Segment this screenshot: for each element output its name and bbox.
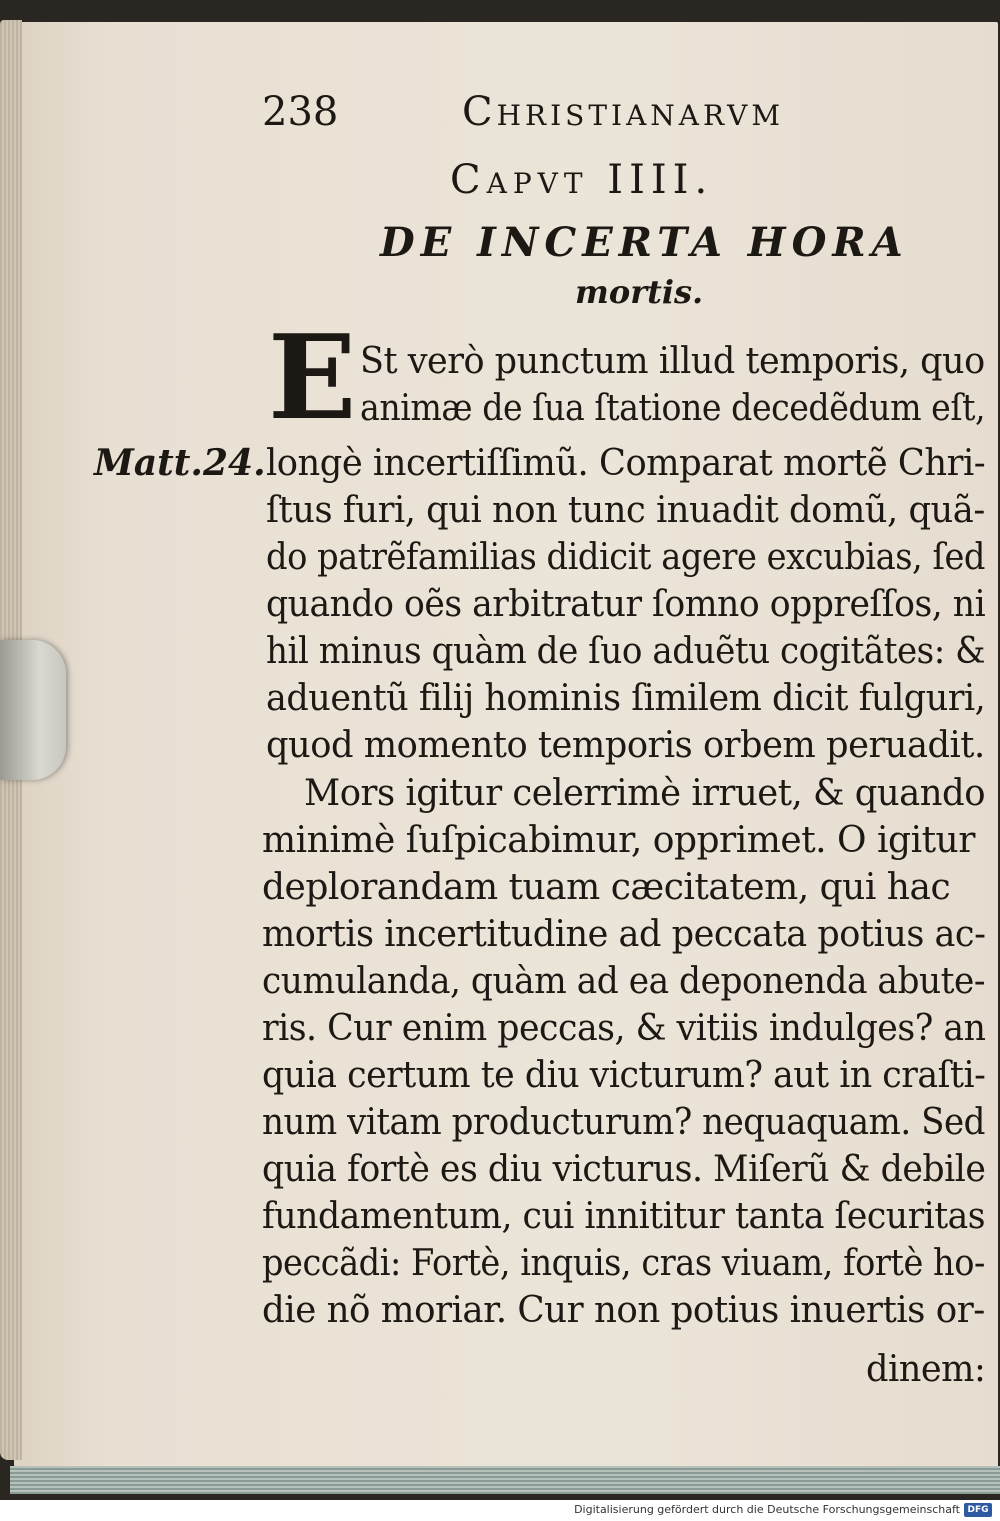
- text-line: quando oẽs arbitratur ſomno oppreſſos, ni: [266, 584, 986, 625]
- text-line: do patrẽfamilias didicit agere excubias, ſed: [266, 537, 985, 578]
- digitization-credit: Digitalisierung gefördert durch die Deutsche Forschungsgemeinschaft: [574, 1503, 960, 1516]
- running-head: Christianarvm: [462, 89, 784, 135]
- chapter-title: DE INCERTA HORA: [380, 219, 909, 266]
- catchword: dinem:: [866, 1349, 986, 1390]
- margin-note: Matt.24.: [94, 442, 266, 484]
- text-line: fundamentum, cui innititur tanta ſecuritas: [262, 1196, 986, 1237]
- text-line: hil minus quàm de ſuo aduẽtu cogitãtes: &: [266, 631, 986, 672]
- drop-cap: E: [268, 310, 357, 446]
- page-stack-bottom-edge: [10, 1466, 1000, 1494]
- text-line: quia fortè es diu victurus. Miſerũ & debile: [262, 1149, 986, 1190]
- book-clip: [0, 640, 66, 780]
- text-line: cumulanda, quàm ad ea deponenda abute-: [262, 961, 985, 1002]
- digitization-credit-bar: [0, 1500, 1000, 1521]
- text-line: aduentũ filij hominis ſimilem dicit fulguri,: [266, 678, 986, 719]
- page-number: 238: [262, 89, 339, 135]
- text-line: minimè ſuſpicabimur, opprimet. O igitur: [262, 820, 975, 861]
- text-line: quod momento temporis orbem peruadit.: [266, 725, 985, 766]
- text-line: ris. Cur enim peccas, & vitiis indulges? an: [262, 1008, 986, 1049]
- text-line: longè incertiſſimũ. Comparat mortẽ Chri-: [266, 443, 986, 484]
- text-line: quia certum te diu victurum? aut in craſti-: [262, 1055, 986, 1096]
- text-line: mortis incertitudine ad peccata potius ac-: [262, 914, 986, 955]
- chapter-title-continued: mortis.: [575, 273, 704, 311]
- chapter-heading: Capvt IIII.: [450, 157, 714, 203]
- text-line: num vitam producturum? nequaquam. Sed: [262, 1102, 985, 1143]
- text-line: animæ de ſua ſtatione decedẽdum eſt,: [360, 388, 986, 429]
- dfg-logo: DFG: [964, 1503, 992, 1517]
- text-line: Mors igitur celerrimè irruet, & quando: [304, 773, 986, 814]
- text-line: peccãdi: Fortè, inquis, cras viuam, fortè ho-: [262, 1243, 985, 1284]
- text-line: St verò punctum illud temporis, quo: [360, 341, 985, 382]
- page-header: [262, 84, 962, 140]
- text-line: deplorandam tuam cæcitatem, qui hac: [262, 867, 951, 908]
- text-line: die nõ moriar. Cur non potius inuertis or-: [262, 1290, 985, 1331]
- text-line: ſtus furi, qui non tunc inuadit domũ, quã-: [266, 490, 985, 531]
